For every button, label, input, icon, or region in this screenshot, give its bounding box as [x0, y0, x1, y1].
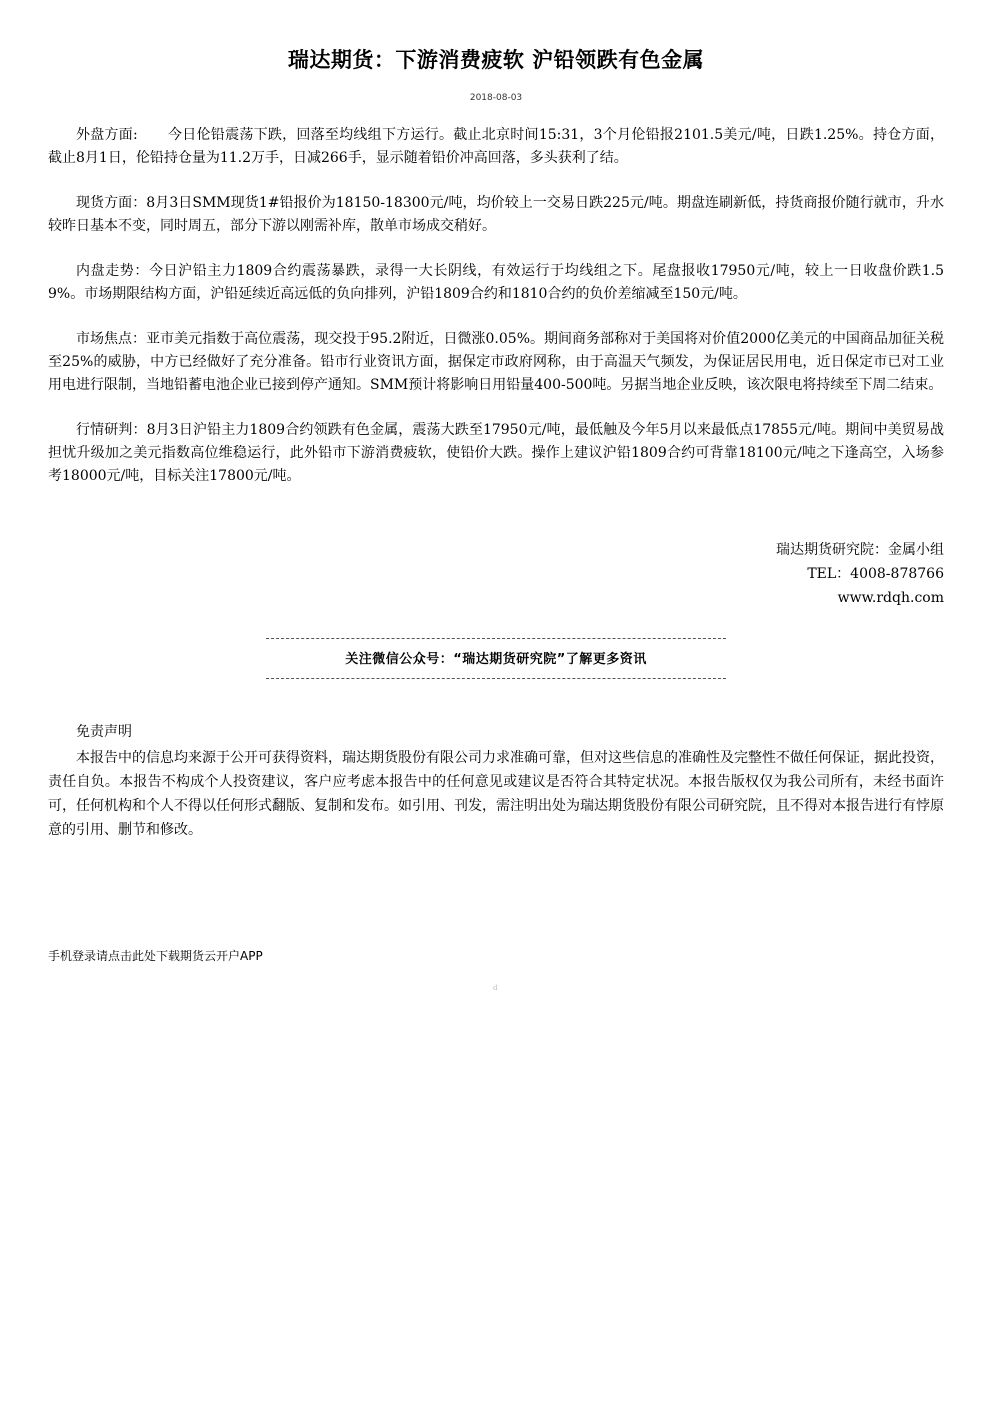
disclaimer-title: 免责声明 [76, 724, 132, 740]
paragraph-focus [48, 328, 944, 397]
paragraph-outlook [48, 419, 944, 488]
page-mark: d [493, 984, 498, 992]
paragraph-text: 市场焦点：亚市美元指数于高位震荡，现交投于95.2附近，日微涨0.05%。期间商务部称对于美国将对价值2000亿美元的中国商品加征关税至25%的威胁，中方已经做好了充分准备。铅市行业资讯方面，据保定市政府网称，由于高温天气频发，为保证居民用电，近日保定市已对工业用电进行限制，当地铅蓄电池企业已接到停产通知。SMM预计将影响日用铅量400-500吨。另据当地企业反映，该次限电将持续至下周二结束。 [48, 331, 944, 393]
wechat-notice: 关注微信公众号：“瑞达期货研究院”了解更多资讯 [345, 652, 647, 667]
paragraph-lead: 外盘方面: [76, 127, 138, 143]
report-body [48, 124, 944, 510]
download-app-link[interactable]: 手机登录请点击此处下载期货云开户APP [48, 949, 263, 963]
paragraph-spot [48, 192, 944, 238]
divider-bottom [266, 678, 726, 679]
paragraph-text: 现货方面：8月3日SMM现货1#铅报价为18150-18300元/吨，均价较上一交易日跌225元/吨。期盘连刷新低，持货商报价随行就市，升水较昨日基本不变，同时周五，部分下游以刚需补库，散单市场成交稍好。 [48, 195, 944, 234]
paragraph-domestic [48, 260, 944, 306]
paragraph-overseas [48, 124, 944, 170]
signature-website: www.rdqh.com [837, 590, 944, 606]
signature-tel: TEL：4008-878766 [807, 566, 944, 582]
disclaimer-block [48, 720, 944, 842]
wechat-banner [0, 638, 992, 679]
signature-org: 瑞达期货研究院：金属小组 [776, 542, 944, 558]
signature-block [776, 538, 944, 610]
page-title: 瑞达期货：下游消费疲软 沪铅领跌有色金属 [287, 48, 705, 72]
report-date: 2018-08-03 [469, 93, 523, 103]
paragraph-text: 行情研判：8月3日沪铅主力1809合约领跌有色金属，震荡大跌至17950元/吨，最低触及今年5月以来最低点17855元/吨。期间中美贸易战担忧升级加之美元指数高位维稳运行，此外铅市下游消费疲软，使铅价大跌。操作上建议沪铅1809合约可背靠18100元/吨之下逢高空，入场参考18000元/吨，目标关注17800元/吨。 [48, 422, 944, 484]
paragraph-text: 内盘走势：今日沪铅主力1809合约震荡暴跌，录得一大长阴线，有效运行于均线组之下。尾盘报收17950元/吨，较上一日收盘价跌1.59%。市场期限结构方面，沪铅延续近高远低的负向排列，沪铅1809合约和1810合约的负价差缩减至150元/吨。 [48, 263, 944, 302]
divider-top [266, 638, 726, 639]
disclaimer-text: 本报告中的信息均来源于公开可获得资料，瑞达期货股份有限公司力求准确可靠，但对这些信息的准确性及完整性不做任何保证，据此投资，责任自负。本报告不构成个人投资建议，客户应考虑本报告中的任何意见或建议是否符合其特定状况。本报告版权仅为我公司所有，未经书面许可，任何机构和个人不得以任何形式翻版、复制和发布。如引用、刊发，需注明出处为瑞达期货股份有限公司研究院，且不得对本报告进行有悖原意的引用、删节和修改。 [48, 750, 944, 838]
paragraph-text: 今日伦铅震荡下跌，回落至均线组下方运行。截止北京时间15:31，3个月伦铅报2101.5美元/吨，日跌1.25%。持仓方面，截止8月1日，伦铅持仓量为11.2万手，日减266手，显示随着铅价冲高回落，多头获利了结。 [48, 127, 944, 166]
